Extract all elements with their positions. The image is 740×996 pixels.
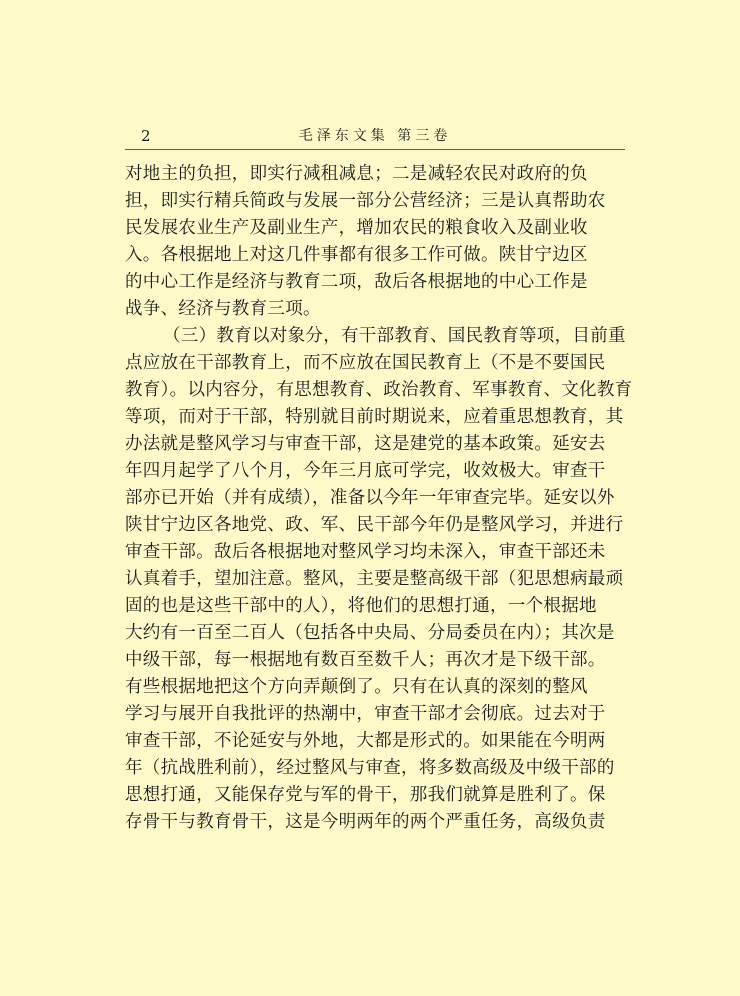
text-line: 审查干部。敌后各根据地对整风学习均未深入，审查干部还未	[125, 542, 606, 562]
text-line: 大约有一百至二百人（包括各中央局、分局委员在内）；其次是	[125, 623, 615, 643]
text-line: 战争、经济与教育三项。	[125, 299, 321, 319]
text-line: 存骨干与教育骨干，这是今明两年的两个严重任务，高级负责	[125, 812, 606, 832]
text-line: 思想打通，又能保存党与军的骨干，那我们就算是胜利了。保	[125, 785, 606, 805]
text-line: 认真着手，望加注意。整风，主要是整高级干部（犯思想病最顽	[125, 569, 624, 589]
text-line: 对地主的负担，即实行减租减息；二是减轻农民对政府的负	[125, 164, 588, 184]
text-line: 审查干部，不论延安与外地，大都是形式的。如果能在今明两	[125, 731, 606, 751]
text-line: 等项，而对于干部，特别就目前时期说来，应着重思想教育，其	[125, 407, 624, 427]
text-line: 有些根据地把这个方向弄颠倒了。只有在认真的深刻的整风	[125, 677, 588, 697]
text-line: 年四月起学了八个月，今年三月底可学完，收效极大。审查干	[125, 461, 606, 481]
text-line: 入。各根据地上对这几件事都有很多工作可做。陕甘宁边区	[125, 245, 588, 265]
text-line: 的中心工作是经济与教育二项，敌后各根据地的中心工作是	[125, 272, 588, 292]
running-title: 毛泽东文集 第三卷	[298, 128, 452, 144]
text-line: 部亦已开始（并有成绩），准备以今年一年审查完毕。延安以外	[125, 488, 615, 508]
text-line: 教育）。以内容分，有思想教育、政治教育、军事教育、文化教育	[125, 380, 633, 400]
page-number: 2	[141, 127, 151, 145]
text-line: 年（抗战胜利前），经过整风与审查，将多数高级及中级干部的	[125, 758, 615, 778]
header-rule	[125, 149, 625, 150]
text-line: 担，即实行精兵简政与发展一部分公营经济；三是认真帮助农	[125, 191, 606, 211]
text-line: 点应放在干部教育上，而不应放在国民教育上（不是不要国民	[125, 353, 606, 373]
paragraph-first-line: （三）教育以对象分，有干部教育、国民教育等项，目前重	[163, 326, 626, 346]
text-line: 中级干部，每一根据地有数百至数千人；再次才是下级干部。	[125, 650, 606, 670]
text-line: 学习与展开自我批评的热潮中，审查干部才会彻底。过去对于	[125, 704, 606, 724]
text-line: 民发展农业生产及副业生产，增加农民的粮食收入及副业收	[125, 218, 588, 238]
text-line: 办法就是整风学习与审查干部，这是建党的基本政策。延安去	[125, 434, 606, 454]
text-line: 固的也是这些干部中的人），将他们的思想打通，一个根据地	[125, 596, 597, 616]
text-line: 陕甘宁边区各地党、政、军、民干部今年仍是整风学习，并进行	[125, 515, 624, 535]
page-header	[125, 126, 625, 150]
body-text	[125, 161, 631, 836]
